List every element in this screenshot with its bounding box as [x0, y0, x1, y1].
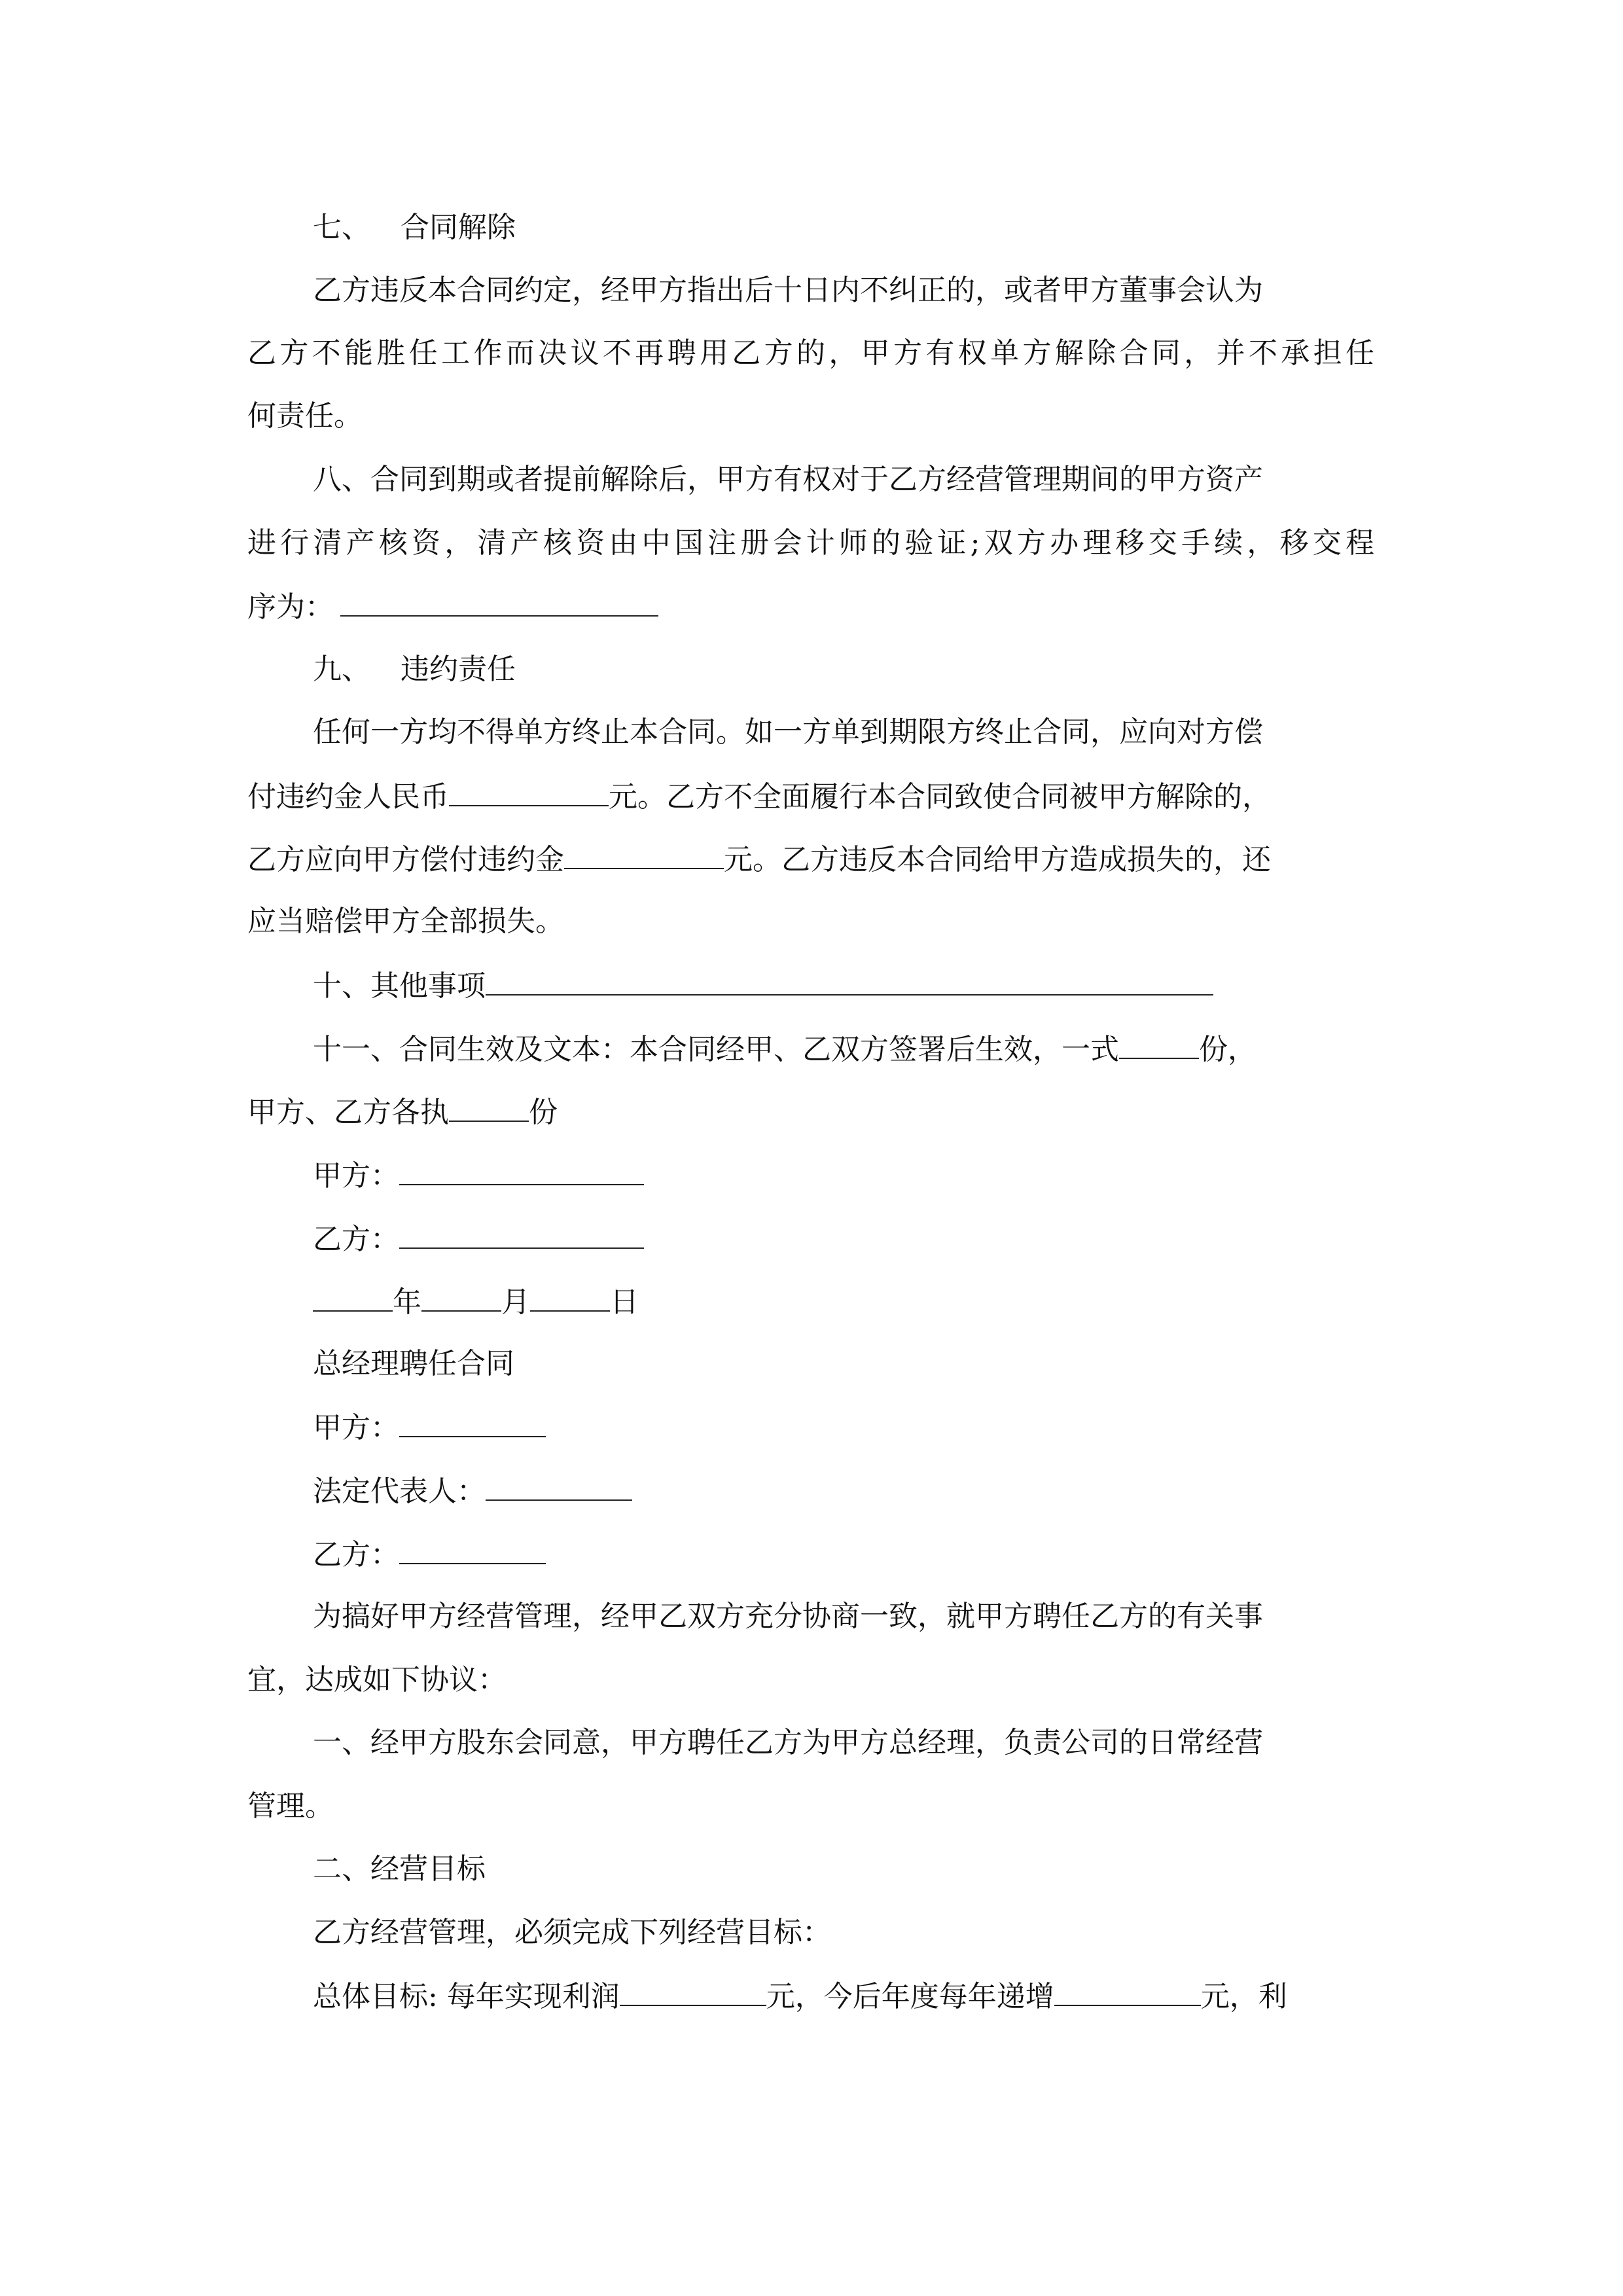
party-b-label: 乙方： [313, 1223, 399, 1256]
liquidated-damages-blank [564, 839, 724, 869]
contract-2-intro-line-2: 宜，达成如下协议： [247, 1663, 507, 1696]
c2-party-a-blank [399, 1407, 546, 1437]
other-matters-blank [486, 965, 1213, 996]
contract-2-legal-rep [313, 1471, 632, 1510]
annual-increase-text: 元，今后年度每年递增 [766, 1980, 1054, 2013]
party-a-label: 甲方： [313, 1159, 399, 1193]
penalty-amount-blank [449, 776, 609, 806]
annual-increase-blank [1054, 1976, 1201, 2006]
contract-2-intro-line-1: 为搞好甲方经营管理，经甲乙双方充分协商一致，就甲方聘任乙方的有关事 [313, 1600, 1263, 1633]
profit-continuation-text: 元，利 [1200, 1980, 1287, 2013]
section-7-para-line-2: 乙方不能胜任工作而决议不再聘用乙方的，甲方有权单方解除合同，并不承担任 [247, 336, 1374, 370]
section-10-title: 十、其他事项 [313, 969, 486, 1003]
month-label: 月 [501, 1285, 530, 1319]
section-11-line-2 [247, 1092, 558, 1131]
section-10-line [313, 965, 1213, 1005]
liquidated-damages-label: 乙方应向甲方偿付违约金 [247, 843, 564, 876]
section-11-line-1 [313, 1029, 1257, 1068]
party-a-signature-blank [399, 1155, 644, 1185]
day-label: 日 [610, 1285, 639, 1319]
clause-2-line-1: 乙方经营管理，必须完成下列经营目标： [313, 1916, 831, 1949]
section-9-number: 九、 [313, 653, 370, 686]
penalty-label: 付违约金人民币 [247, 780, 449, 814]
section-9-heading [313, 650, 516, 689]
section-8-line-1: 八、合同到期或者提前解除后，甲方有权对于乙方经营管理期间的甲方资产 [313, 463, 1263, 496]
contract-2-party-b [313, 1534, 546, 1573]
clause-2-line-2 [313, 1976, 1287, 2015]
copies-count-blank [1119, 1029, 1199, 1059]
section-7-para-line-3: 何责任。 [247, 399, 363, 433]
liquidated-damages-text: 元。乙方违反本合同给甲方造成损失的，还 [724, 843, 1271, 876]
annual-profit-blank [620, 1976, 766, 2006]
legal-rep-label: 法定代表人： [313, 1475, 486, 1508]
section-8-line-3 [247, 586, 658, 626]
signature-party-a [313, 1155, 644, 1194]
contract-2-party-a [313, 1407, 546, 1446]
day-blank [530, 1282, 610, 1312]
month-blank [421, 1282, 501, 1312]
clause-2-title: 二、经营目标 [313, 1852, 486, 1886]
year-blank [313, 1282, 393, 1312]
section-9-line-2 [247, 776, 1271, 816]
section-7-para-line-1: 乙方违反本合同约定，经甲方指出后十日内不纠正的，或者甲方董事会认为 [313, 274, 1263, 307]
contract-2-title: 总经理聘任合同 [313, 1347, 514, 1380]
section-9-title: 违约责任 [401, 653, 516, 686]
signature-party-b [313, 1219, 644, 1258]
c2-party-b-label: 乙方： [313, 1538, 399, 1571]
section-8-procedure-label: 序为： [247, 590, 334, 624]
section-7-heading [313, 208, 516, 247]
overall-target-text: 总体目标: 每年实现利润 [313, 1980, 620, 2013]
penalty-text: 元。乙方不全面履行本合同致使合同被甲方解除的， [609, 780, 1271, 814]
signature-date [313, 1282, 639, 1321]
legal-rep-blank [486, 1471, 632, 1501]
procedure-blank [340, 586, 658, 617]
year-label: 年 [393, 1285, 421, 1319]
clause-1-line-2: 管理。 [247, 1789, 334, 1823]
each-copies-unit: 份 [529, 1096, 558, 1129]
section-7-number: 七、 [313, 211, 370, 244]
clause-1-line-1: 一、经甲方股东会同意，甲方聘任乙方为甲方总经理，负责公司的日常经营 [313, 1726, 1263, 1759]
section-9-line-1: 任何一方均不得单方终止本合同。如一方单到期限方终止合同，应向对方偿 [313, 715, 1263, 749]
section-9-line-4: 应当赔偿甲方全部损失。 [247, 905, 564, 938]
each-holds-text: 甲方、乙方各执 [247, 1096, 449, 1129]
c2-party-b-blank [399, 1534, 546, 1564]
section-9-line-3 [247, 839, 1271, 878]
section-8-line-2: 进行清产核资，清产核资由中国注册会计师的验证;双方办理移交手续，移交程 [247, 526, 1374, 560]
c2-party-a-label: 甲方： [313, 1411, 399, 1444]
effect-text: 十一、合同生效及文本：本合同经甲、乙双方签署后生效，一式 [313, 1033, 1119, 1066]
section-7-title: 合同解除 [401, 211, 516, 244]
party-b-signature-blank [399, 1219, 644, 1249]
copies-unit: 份， [1199, 1033, 1257, 1066]
each-copies-blank [449, 1092, 529, 1122]
